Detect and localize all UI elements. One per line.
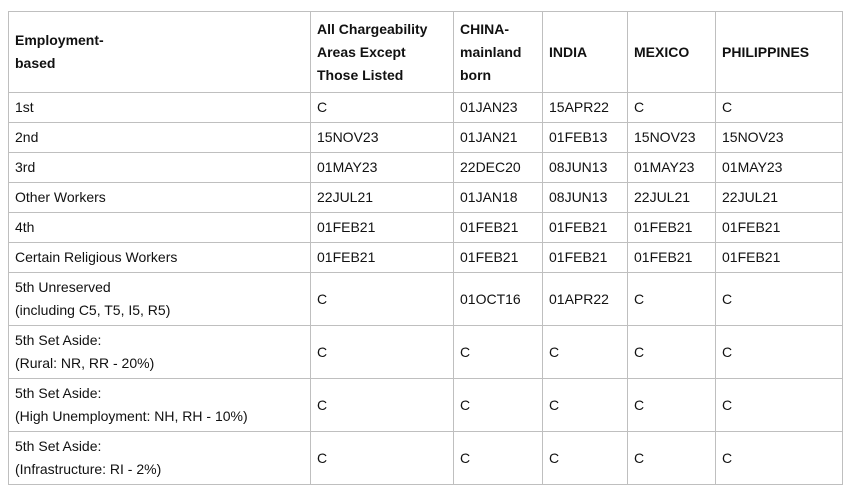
table-row — [9, 153, 843, 183]
table-row — [9, 379, 843, 432]
cell-philippines: C — [716, 273, 843, 326]
cell-philippines: 01MAY23 — [716, 153, 843, 183]
cell-india: C — [543, 379, 628, 432]
header-india: INDIA — [543, 12, 628, 93]
cell-all-chargeability: 22JUL21 — [311, 183, 454, 213]
cell-all-chargeability: 01FEB21 — [311, 243, 454, 273]
cell-china: 01OCT16 — [454, 273, 543, 326]
cell-china: 01JAN21 — [454, 123, 543, 153]
cell-mexico: C — [628, 326, 716, 379]
cell-all-chargeability: C — [311, 379, 454, 432]
cell-china: 01FEB21 — [454, 243, 543, 273]
table-row — [9, 243, 843, 273]
table-row — [9, 213, 843, 243]
row-category: 5th Set Aside: (Rural: NR, RR - 20%) — [9, 326, 311, 379]
row-category: Certain Religious Workers — [9, 243, 311, 273]
cell-philippines: 01FEB21 — [716, 213, 843, 243]
header-all-chargeability: All Chargeability Areas Except Those Listed — [311, 12, 454, 93]
cell-india: 01FEB21 — [543, 213, 628, 243]
table-row — [9, 432, 843, 485]
cell-china: C — [454, 326, 543, 379]
cell-india: 08JUN13 — [543, 183, 628, 213]
cell-philippines: 22JUL21 — [716, 183, 843, 213]
cell-mexico: C — [628, 93, 716, 123]
cell-china: 01FEB21 — [454, 213, 543, 243]
table-row — [9, 123, 843, 153]
cell-all-chargeability: C — [311, 93, 454, 123]
cell-india: C — [543, 326, 628, 379]
cell-philippines: C — [716, 432, 843, 485]
cell-china: 01JAN18 — [454, 183, 543, 213]
cell-all-chargeability: 01FEB21 — [311, 213, 454, 243]
cell-india: 15APR22 — [543, 93, 628, 123]
cell-philippines: C — [716, 379, 843, 432]
cell-china: 01JAN23 — [454, 93, 543, 123]
table-row — [9, 273, 843, 326]
row-category: 2nd — [9, 123, 311, 153]
row-category: 5th Set Aside: (High Unemployment: NH, RH - 10%) — [9, 379, 311, 432]
cell-mexico: 01FEB21 — [628, 243, 716, 273]
cell-mexico: C — [628, 273, 716, 326]
cell-mexico: 01MAY23 — [628, 153, 716, 183]
table-body — [9, 93, 843, 485]
row-category: 5th Set Aside: (Infrastructure: RI - 2%) — [9, 432, 311, 485]
cell-philippines: 15NOV23 — [716, 123, 843, 153]
cell-china: C — [454, 379, 543, 432]
cell-mexico: 01FEB21 — [628, 213, 716, 243]
table-row — [9, 183, 843, 213]
header-mexico: MEXICO — [628, 12, 716, 93]
table-row — [9, 93, 843, 123]
cell-india: 01FEB13 — [543, 123, 628, 153]
row-category: Other Workers — [9, 183, 311, 213]
cell-india: 08JUN13 — [543, 153, 628, 183]
cell-all-chargeability: 15NOV23 — [311, 123, 454, 153]
cell-all-chargeability: C — [311, 432, 454, 485]
row-category: 1st — [9, 93, 311, 123]
cell-mexico: 22JUL21 — [628, 183, 716, 213]
header-row — [9, 12, 843, 93]
cell-all-chargeability: C — [311, 326, 454, 379]
cell-philippines: C — [716, 326, 843, 379]
final-action-dates-table — [8, 11, 843, 485]
cell-india: 01APR22 — [543, 273, 628, 326]
cell-china: C — [454, 432, 543, 485]
header-category: Employment- based — [9, 12, 311, 93]
cell-mexico: C — [628, 379, 716, 432]
row-category: 4th — [9, 213, 311, 243]
cell-all-chargeability: C — [311, 273, 454, 326]
header-philippines: PHILIPPINES — [716, 12, 843, 93]
cell-mexico: 15NOV23 — [628, 123, 716, 153]
cell-mexico: C — [628, 432, 716, 485]
table-header — [9, 12, 843, 93]
row-category: 3rd — [9, 153, 311, 183]
cell-all-chargeability: 01MAY23 — [311, 153, 454, 183]
header-china: CHINA- mainland born — [454, 12, 543, 93]
cell-philippines: 01FEB21 — [716, 243, 843, 273]
row-category: 5th Unreserved (including C5, T5, I5, R5) — [9, 273, 311, 326]
cell-india: C — [543, 432, 628, 485]
cell-india: 01FEB21 — [543, 243, 628, 273]
table-row — [9, 326, 843, 379]
cell-philippines: C — [716, 93, 843, 123]
cell-china: 22DEC20 — [454, 153, 543, 183]
